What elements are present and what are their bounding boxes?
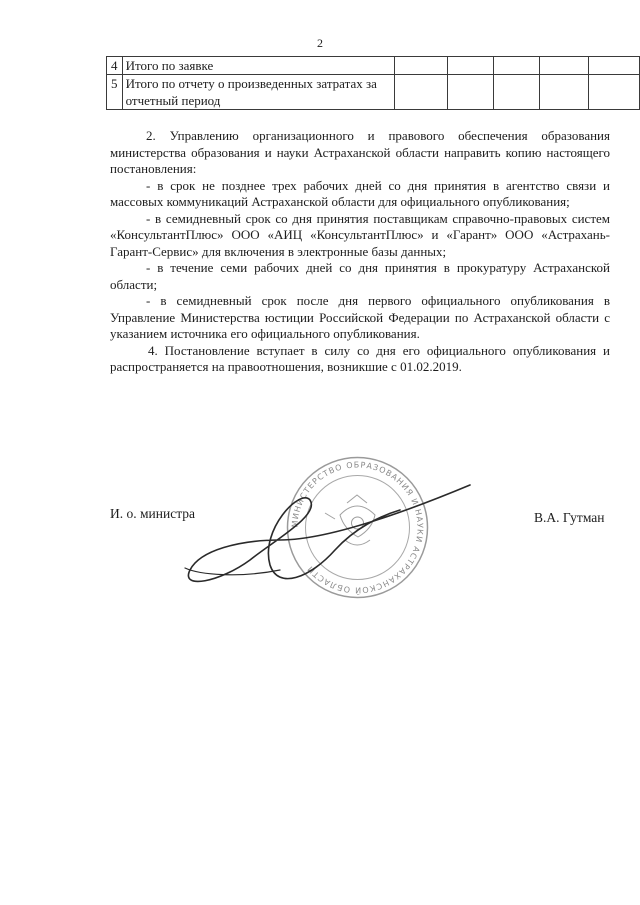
paragraph-2a: - в срок не позднее трех рабочих дней со дня принятия в агентство связи и массовых коммуникаций Астраханской области для официального опубликования; — [110, 177, 610, 209]
paragraph-2b: - в семидневный срок со дня принятия поставщикам справочно-правовых систем «КонсультантПлюс» ООО «АИЦ «КонсультантПлюс» и «Гарант» ООО «Астрахань-Гарант-Сервис» для включения в электронные базы данных; — [110, 210, 610, 259]
paragraph-2c: - в течение семи рабочих дней со дня принятия в прокуратуру Астраханской области; — [110, 260, 610, 292]
row-name: Итого по отчету о произведенных затратах за отчетный период — [122, 75, 395, 110]
table-cell — [494, 57, 540, 75]
row-name: Итого по заявке — [122, 57, 395, 75]
svg-text:МИНИСТЕРСТВО ОБРАЗОВАНИЯ И НАУ: МИНИСТЕРСТВО ОБРАЗОВАНИЯ И НАУКИ АСТРАХАНСКОЙ ОБЛАСТИ — [290, 460, 425, 595]
row-number: 4 — [107, 57, 123, 75]
table-cell — [540, 57, 589, 75]
totals-table — [106, 56, 640, 110]
paragraph-4: 4. Постановление вступает в силу со дня его официального опубликования и распространяется на правоотношения, возникшие с 01.02.2019. — [110, 342, 610, 374]
table-cell — [540, 75, 589, 110]
table-cell — [447, 75, 493, 110]
page-number: 2 — [317, 36, 323, 50]
table-cell — [395, 57, 448, 75]
table-cell — [395, 75, 448, 110]
table-cell — [589, 57, 640, 75]
row-number: 5 — [107, 75, 123, 110]
paragraph-2d: - в семидневный срок после дня первого официального опубликования в Управление Министерства юстиции Российской Федерации по Астраханской области с указанием источника его официального опубликования. — [110, 293, 610, 341]
handwritten-signature — [160, 470, 480, 610]
signatory-role: И. о. министра — [110, 506, 196, 521]
signatory-name: В.А. Гутман — [534, 510, 605, 525]
table-cell — [447, 57, 493, 75]
paragraph-2: 2. Управлению организационного и правового обеспечения образования министерства образования и науки Астраханской области направить копию настоящего постановления: — [110, 128, 610, 176]
table-row — [107, 57, 640, 75]
table-cell — [589, 75, 640, 110]
table-cell — [494, 75, 540, 110]
table-row — [107, 75, 640, 110]
document-body — [110, 128, 610, 376]
